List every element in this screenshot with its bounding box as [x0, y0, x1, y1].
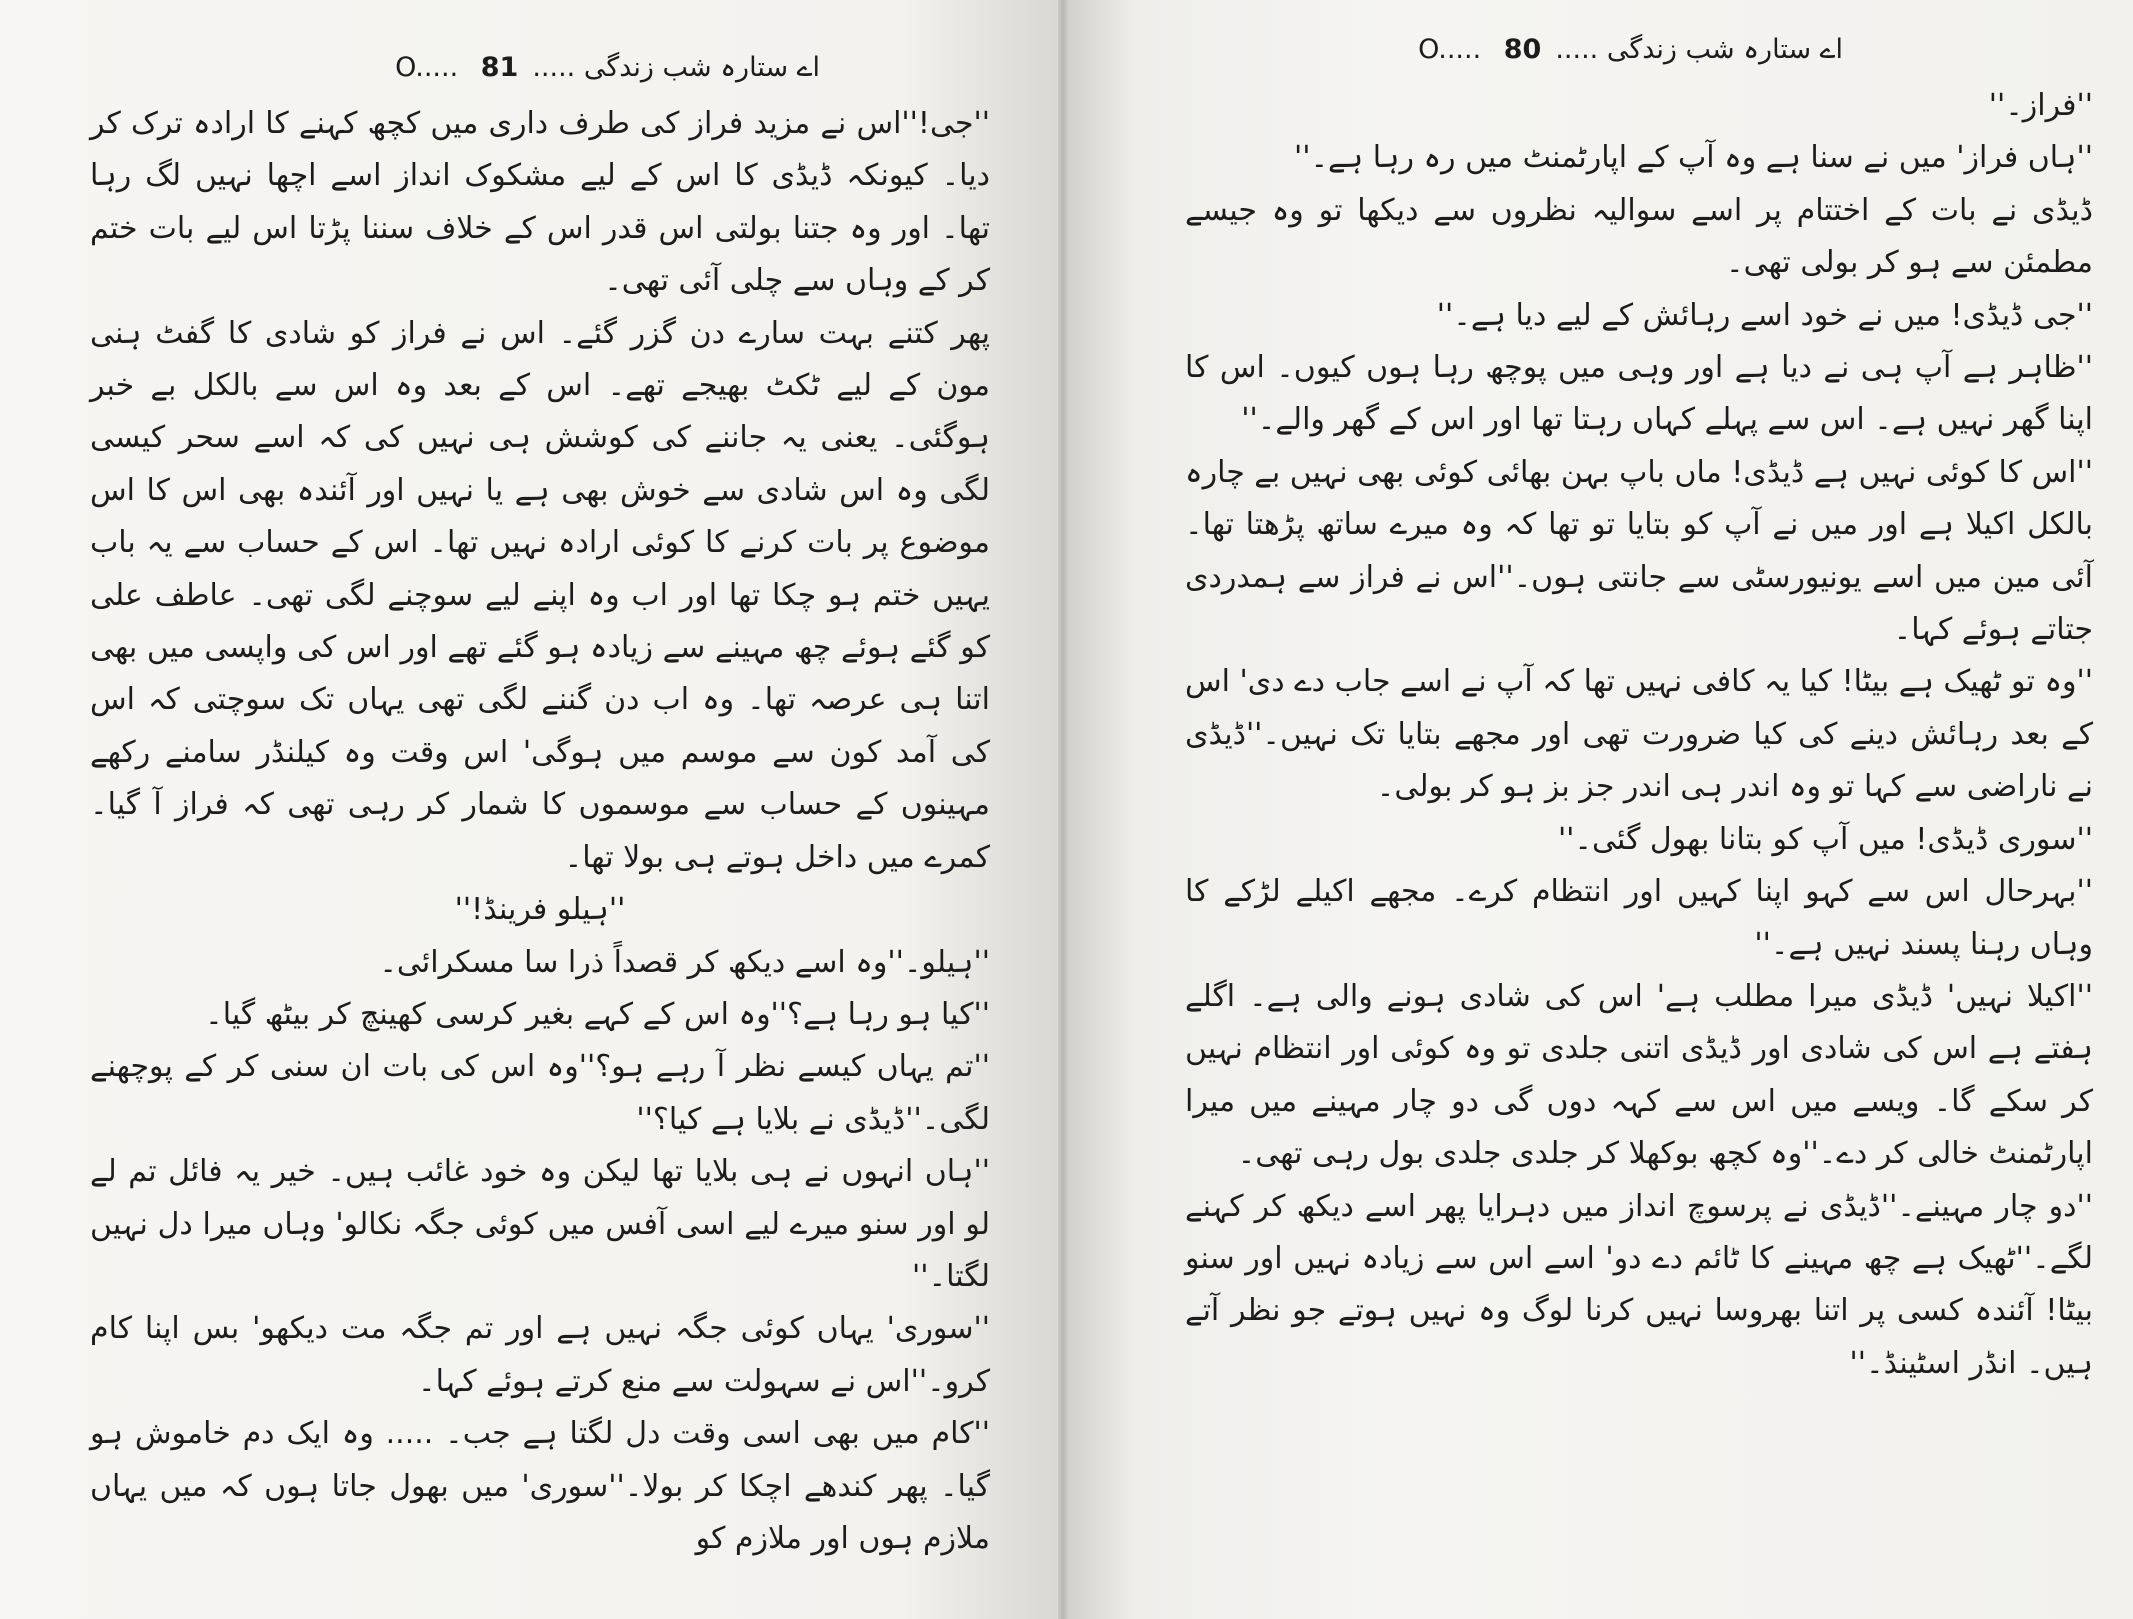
paragraph: ''فراز۔'' — [1988, 88, 2093, 123]
header-separator-right: .....O..... — [1418, 34, 1599, 65]
paragraph: ڈیڈی نے بات کے اختتام پر اسے سوالیہ نظروں سے دیکھا تو وہ جیسے مطمئن سے ہو کر بولی تھی۔ — [1185, 192, 2093, 281]
page-number-left: 81 — [480, 52, 519, 83]
paragraph: ''سوری ڈیڈی! میں آپ کو بتانا بھول گئی۔'' — [1557, 821, 2093, 857]
book-spine — [1058, 0, 1068, 1619]
page-body-right — [1185, 80, 2093, 1390]
paragraph: ''تم یہاں کیسے نظر آ رہے ہو؟''وہ اس کی بات ان سنی کر کے پوچھنے لگی۔''ڈیڈی نے بلایا ہے کیا؟'' — [90, 1049, 990, 1137]
page-header-left — [90, 38, 990, 98]
paragraph: ''ظاہر ہے آپ ہی نے دیا ہے اور وہی میں پوچھ رہا ہوں کیوں۔ اس کا اپنا گھر نہیں ہے۔ اس سے پہلے کہاں رہتا تھا اور اس کے گھر والے۔'' — [1185, 350, 2093, 438]
page-header-right — [1185, 20, 2093, 80]
paragraph: ''ہیلو۔''وہ اسے دیکھ کر قصداً ذرا سا مسکرائی۔ — [379, 944, 990, 980]
paragraph: ''اکیلا نہیں' ڈیڈی میرا مطلب ہے' اس کی شادی ہونے والی ہے۔ اگلے ہفتے ہے اس کی شادی اور ڈیڈی اتنی جلدی تو وہ کوئی اور انتظام نہیں کر سکے گا۔ ویسے میں اس سے کہہ دوں گی دو چار مہینے میں میرا اپارٹمنٹ خالی کر دے۔''وہ کچھ بوکھلا کر جلدی جلدی بول رہی تھی۔ — [1185, 978, 2093, 1172]
right-page — [1060, 0, 2133, 1619]
book-title-right: اے ستارہ شب زندگی — [1606, 34, 1843, 65]
paragraph: ''جی ڈیڈی! میں نے خود اسے رہائش کے لیے دیا ہے۔'' — [1436, 297, 2093, 333]
paragraph: ''اس کا کوئی نہیں ہے ڈیڈی! ماں باپ بہن بھائی کوئی بھی نہیں بے چارہ بالکل اکیلا ہے اور میں نے آپ کو بتایا تو تھا کہ وہ میرے ساتھ پڑھتا تھا۔ آئی مین میں اسے یونیورسٹی سے جانتی ہوں۔''اس نے فراز سے ہمدردی جتاتے ہوئے کہا۔ — [1185, 454, 2093, 648]
page-body-left — [90, 98, 990, 1565]
header-separator-left: .....O..... — [395, 52, 576, 83]
paragraph: ''دو چار مہینے۔''ڈیڈی نے پرسوچ انداز میں دہرایا پھر اسے دیکھ کر کہنے لگے۔''ٹھیک ہے چھ مہینے کا ٹائم دے دو' اسے اس سے زیادہ نہیں اور سنو بیٹا! آئندہ کسی پر اتنا بھروسا نہیں کرنا لوگ وہ نہیں ہوتے جو نظر آتے ہیں۔ انڈر اسٹینڈ۔'' — [1185, 1188, 2093, 1381]
paragraph: ''جی!''اس نے مزید فراز کی طرف داری میں کچھ کہنے کا ارادہ ترک کر دیا۔ کیونکہ ڈیڈی کا اس کے لیے مشکوک انداز اسے اچھا نہیں لگ رہا تھا۔ اور وہ جتنا بولتی اس قدر اس کے خلاف سننا پڑتا اس لیے بات ختم کر کے وہاں سے چلی آئی تھی۔ — [90, 106, 990, 299]
paragraph: ''کام میں بھی اسی وقت دل لگتا ہے جب۔ ..... وہ ایک دم خاموش ہو گیا۔ پھر کندھے اچکا کر بولا۔''سوری' میں بھول جاتا ہوں کہ میں یہاں ملازم ہوں اور ملازم کو — [90, 1416, 990, 1556]
paragraph: ''وہ تو ٹھیک ہے بیٹا! کیا یہ کافی نہیں تھا کہ آپ نے اسے جاب دے دی' اس کے بعد رہائش دینے کی کیا ضرورت تھی اور مجھے بتایا تک نہیں۔''ڈیڈی نے ناراضی سے کہا تو وہ اندر ہی اندر جز بز ہو کر بولی۔ — [1184, 664, 2093, 805]
book-title-left: اے ستارہ شب زندگی — [583, 52, 820, 83]
page-number-right: 80 — [1503, 34, 1542, 65]
paragraph: پھر کتنے بہت سارے دن گزر گئے۔ اس نے فراز کو شادی کا گفٹ ہنی مون کے لیے ٹکٹ بھیجے تھے۔ اس کے بعد وہ اس سے بالکل بے خبر ہوگئی۔ یعنی یہ جاننے کی کوشش ہی نہیں کی کہ اسے سحر کیسی لگی وہ اس شادی سے خوش بھی ہے یا نہیں اور آئندہ بھی اس کا اس موضوع پر بات کرنے کا کوئی ارادہ نہیں تھا۔ اس کے حساب سے یہ باب یہیں ختم ہو چکا تھا اور اب وہ اپنے لیے سوچنے لگی تھی۔ عاطف علی کو گئے ہوئے چھ مہینے سے زیادہ ہو گئے تھے اور اس کی واپسی میں بھی اتنا ہی عرصہ تھا۔ وہ اب دن گننے لگی تھی یہاں تک سوچتی کہ اس کی آمد کون سے موسم میں ہوگی' اس وقت وہ کیلنڈر سامنے رکھے مہینوں کے حساب سے موسموں کا شمار کر رہی تھی کہ فراز آ گیا۔ کمرے میں داخل ہوتے ہی بولا تھا۔ — [90, 315, 990, 875]
paragraph: ''بہرحال اس سے کہو اپنا کہیں اور انتظام کرے۔ مجھے اکیلے لڑکے کا وہاں رہنا پسند نہیں ہے۔'' — [1185, 874, 2093, 962]
paragraph: ''کیا ہو رہا ہے؟''وہ اس کے کہے بغیر کرسی کھینچ کر بیٹھ گیا۔ — [205, 996, 990, 1032]
paragraph: ''ہاں انہوں نے ہی بلایا تھا لیکن وہ خود غائب ہیں۔ خیر یہ فائل تم لے لو اور سنو میرے لیے اسی آفس میں کوئی جگہ نکالو' وہاں میرا دل نہیں لگتا۔'' — [90, 1154, 990, 1294]
left-page — [0, 0, 1060, 1619]
paragraph: ''ہاں فراز' میں نے سنا ہے وہ آپ کے اپارٹمنٹ میں رہ رہا ہے۔'' — [1293, 140, 2093, 176]
paragraph: ''ہیلو فرینڈ!'' — [454, 892, 626, 928]
paragraph: ''سوری' یہاں کوئی جگہ نہیں ہے اور تم جگہ مت دیکھو' بس اپنا کام کرو۔''اس نے سہولت سے منع کرتے ہوئے کہا۔ — [90, 1311, 990, 1399]
